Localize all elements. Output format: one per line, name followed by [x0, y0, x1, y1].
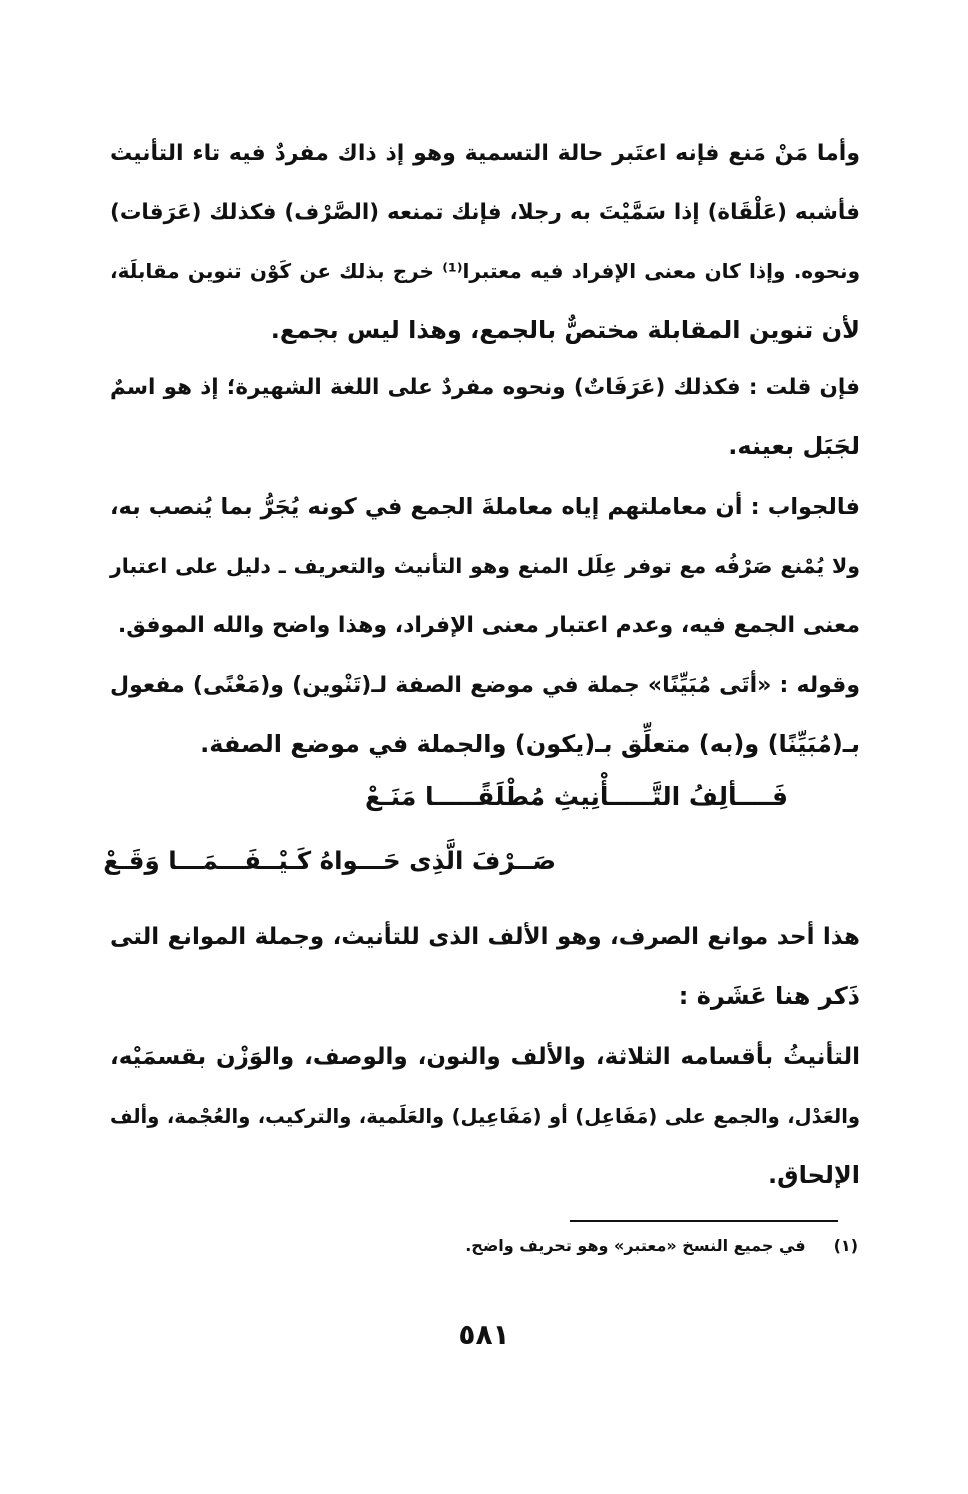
paragraph-line: والعَدْل، والجمع على (مَفَاعِل) أو (مَفَاعِيل) والعَلَمية، والتركيب، والعُجْمة، وألف — [110, 1105, 860, 1128]
paragraph-line: معنى الجمع فيه، وعدم اعتبار معنى الإفراد، وهذا واضح والله الموفق. — [117, 613, 860, 638]
paragraph-3 — [110, 478, 860, 655]
page-number: ٥٨١ — [458, 1318, 510, 1351]
paragraph-4 — [110, 656, 860, 774]
footnote — [465, 1236, 858, 1255]
verse-second-hemistich: صَــرْفَ الَّذِى حَـــواهُ كَـيْــفَـــمَـــا وَقَـعْ — [103, 846, 556, 875]
paragraph-line: فإن قلت : فكذلك (عَرَفَاتٌ) ونحوه مفردٌ على اللغة الشهيرة؛ إذ هو اسمٌ — [110, 375, 860, 400]
paragraph-1 — [110, 124, 860, 360]
footnote-text: في جميع النسخ «معتبر» وهو تحريف واضح. — [465, 1236, 806, 1255]
paragraph-line: الإلحاق. — [768, 1161, 860, 1189]
paragraph-line: ذَكر هنا عَشَرة : — [678, 982, 860, 1010]
footnote-number: (١) — [833, 1236, 858, 1255]
paragraph-2 — [110, 358, 860, 476]
footnote-separator — [570, 1220, 838, 1222]
paragraph-5 — [110, 908, 860, 1026]
paragraph-line: فالجواب : أن معاملتهم إياه معاملةَ الجمع في كونه يُجَرُّ بما يُنصب به، — [110, 494, 860, 520]
paragraph-line: ولا يُمْنع صَرْفُه مع توفر عِلَل المنع وهو التأنيث والتعريف ـ دليل على اعتبار — [110, 554, 860, 578]
paragraph-line: وأما مَنْ مَنع فإنه اعتَبر حالة التسمية وهو إذ ذاك مفردٌ فيه تاء التأنيث — [110, 141, 860, 166]
paragraph-line: بـ(مُبَيِّنًا) و(به) متعلِّق بـ(يكون) والجملة في موضع الصفة. — [200, 730, 860, 758]
paragraph-line: فأشبه (عَلْقَاة) إذا سَمَّيْتَ به رجلا، فإنك تمنعه (الصَّرْف) فكذلك (عَرَقات) — [110, 200, 860, 225]
paragraph-line: ونحوه. وإذا كان معنى الإفراد فيه معتبرا⁽¹⁾ خرج بذلك عن كَوْن تنوين مقابلَة، — [110, 259, 860, 283]
verse-first-hemistich: فَــــألِفُ التَّـــــأْنِيثِ مُطْلَقًـــــا مَنَـعْ — [365, 782, 788, 811]
paragraph-line: التأنيثُ بأقسامه الثلاثة، والألف والنون، والوصف، والوَزْن بقسمَيْه، — [110, 1044, 860, 1070]
paragraph-line: وقوله : «أتَى مُبَيِّنًا» جملة في موضع الصفة لـ(تَنْوين) و(مَعْنًى) مفعول — [110, 673, 860, 698]
paragraph-line: لجَبَل بعينه. — [728, 432, 860, 460]
paragraph-line: لأن تنوين المقابلة مختصٌّ بالجمع، وهذا ليس بجمع. — [270, 316, 860, 344]
paragraph-6 — [110, 1028, 860, 1205]
paragraph-line: هذا أحد موانع الصرف، وهو الألف الذى للتأنيث، وجملة الموانع التى — [110, 924, 860, 950]
